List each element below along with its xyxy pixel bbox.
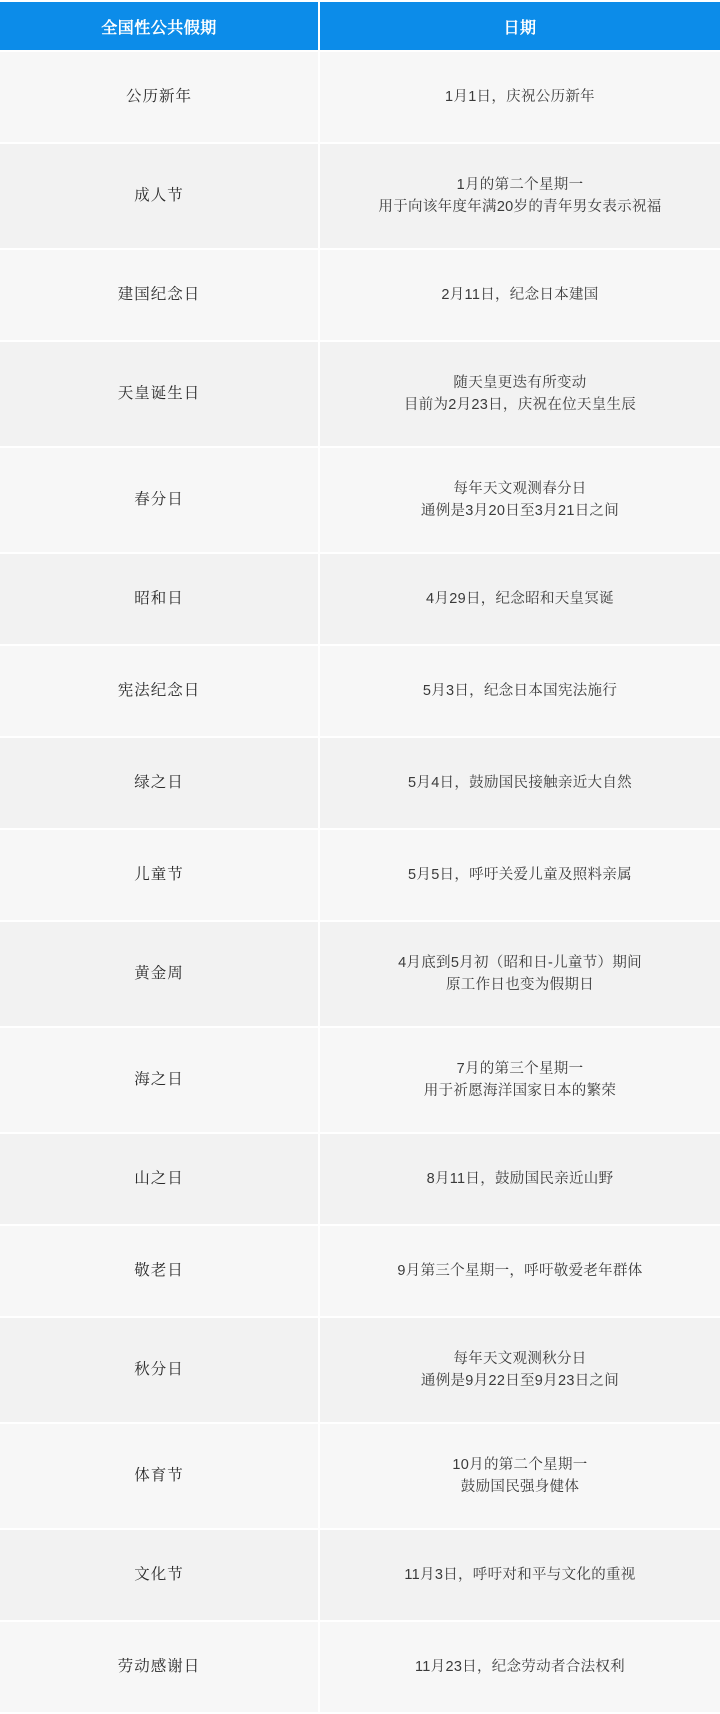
cell-holiday-name: 敬老日 bbox=[0, 1226, 320, 1316]
date-line: 用于祈愿海洋国家日本的繁荣 bbox=[423, 1083, 617, 1099]
cell-holiday-date bbox=[320, 554, 720, 644]
table-row bbox=[0, 448, 720, 552]
date-line: 用于向该年度年满20岁的青年男女表示祝福 bbox=[378, 199, 662, 215]
cell-holiday-name: 文化节 bbox=[0, 1530, 320, 1620]
cell-holiday-name: 秋分日 bbox=[0, 1318, 320, 1422]
cell-holiday-name: 建国纪念日 bbox=[0, 250, 320, 340]
table-row bbox=[0, 144, 720, 248]
table-row bbox=[0, 738, 720, 828]
date-line: 11月3日，呼吁对和平与文化的重视 bbox=[404, 1566, 636, 1583]
cell-holiday-name: 成人节 bbox=[0, 144, 320, 248]
cell-holiday-name: 黄金周 bbox=[0, 922, 320, 1026]
table-row bbox=[0, 922, 720, 1026]
cell-holiday-date bbox=[320, 738, 720, 828]
table-row bbox=[0, 250, 720, 340]
table-row bbox=[0, 1530, 720, 1620]
cell-holiday-date bbox=[320, 1134, 720, 1224]
cell-holiday-date bbox=[320, 922, 720, 1026]
cell-holiday-name: 宪法纪念日 bbox=[0, 646, 320, 736]
date-line: 鼓励国民强身健体 bbox=[460, 1479, 580, 1495]
date-line: 11月23日，纪念劳动者合法权利 bbox=[415, 1658, 625, 1675]
date-line: 目前为2月23日，庆祝在位天皇生辰 bbox=[403, 397, 637, 413]
table-row bbox=[0, 1226, 720, 1316]
table-row bbox=[0, 554, 720, 644]
date-line: 5月5日，呼吁关爱儿童及照料亲属 bbox=[408, 866, 632, 883]
cell-holiday-name: 春分日 bbox=[0, 448, 320, 552]
table-row bbox=[0, 1134, 720, 1224]
date-line: 4月底到5月初（昭和日-儿童节）期间 bbox=[398, 954, 642, 971]
cell-holiday-date bbox=[320, 1622, 720, 1712]
date-line: 8月11日，鼓励国民亲近山野 bbox=[426, 1170, 614, 1187]
cell-holiday-date bbox=[320, 1318, 720, 1422]
cell-holiday-date bbox=[320, 144, 720, 248]
date-line: 9月第三个星期一，呼吁敬爱老年群体 bbox=[397, 1262, 643, 1279]
cell-holiday-name: 公历新年 bbox=[0, 52, 320, 142]
cell-holiday-date bbox=[320, 448, 720, 552]
cell-holiday-name: 劳动感谢日 bbox=[0, 1622, 320, 1712]
table-body bbox=[0, 52, 720, 1712]
cell-holiday-name: 绿之日 bbox=[0, 738, 320, 828]
cell-holiday-date bbox=[320, 1028, 720, 1132]
date-line: 通例是9月22日至9月23日之间 bbox=[420, 1373, 620, 1389]
date-line: 随天皇更迭有所变动 bbox=[453, 374, 587, 391]
cell-holiday-date bbox=[320, 52, 720, 142]
cell-holiday-name: 儿童节 bbox=[0, 830, 320, 920]
date-line: 通例是3月20日至3月21日之间 bbox=[420, 503, 620, 519]
date-line: 每年天文观测秋分日 bbox=[453, 1350, 587, 1367]
date-line: 1月的第二个星期一 bbox=[456, 176, 584, 193]
column-header-date: 日期 bbox=[320, 2, 720, 50]
table-row bbox=[0, 830, 720, 920]
table-row bbox=[0, 1622, 720, 1712]
table-header-row bbox=[0, 2, 720, 50]
cell-holiday-date bbox=[320, 1226, 720, 1316]
cell-holiday-date bbox=[320, 1424, 720, 1528]
date-line: 10月的第二个星期一 bbox=[452, 1456, 588, 1473]
cell-holiday-date bbox=[320, 1530, 720, 1620]
table-row bbox=[0, 1424, 720, 1528]
date-line: 7月的第三个星期一 bbox=[456, 1060, 584, 1077]
cell-holiday-date bbox=[320, 250, 720, 340]
date-line: 原工作日也变为假期日 bbox=[446, 977, 594, 993]
date-line: 每年天文观测春分日 bbox=[453, 480, 587, 497]
cell-holiday-name: 天皇诞生日 bbox=[0, 342, 320, 446]
date-line: 1月1日，庆祝公历新年 bbox=[445, 88, 595, 105]
table-header bbox=[0, 2, 720, 50]
table-row bbox=[0, 342, 720, 446]
table-row bbox=[0, 52, 720, 142]
cell-holiday-date bbox=[320, 830, 720, 920]
date-line: 5月3日，纪念日本国宪法施行 bbox=[422, 682, 618, 699]
table-row bbox=[0, 1028, 720, 1132]
date-line: 2月11日，纪念日本建国 bbox=[441, 286, 599, 303]
cell-holiday-name: 海之日 bbox=[0, 1028, 320, 1132]
column-header-holiday-name: 全国性公共假期 bbox=[0, 2, 320, 50]
date-line: 5月4日，鼓励国民接触亲近大自然 bbox=[408, 774, 632, 791]
table-row bbox=[0, 1318, 720, 1422]
date-line: 4月29日，纪念昭和天皇冥诞 bbox=[426, 590, 614, 607]
cell-holiday-date bbox=[320, 342, 720, 446]
table-row bbox=[0, 646, 720, 736]
cell-holiday-name: 山之日 bbox=[0, 1134, 320, 1224]
cell-holiday-name: 昭和日 bbox=[0, 554, 320, 644]
cell-holiday-date bbox=[320, 646, 720, 736]
cell-holiday-name: 体育节 bbox=[0, 1424, 320, 1528]
